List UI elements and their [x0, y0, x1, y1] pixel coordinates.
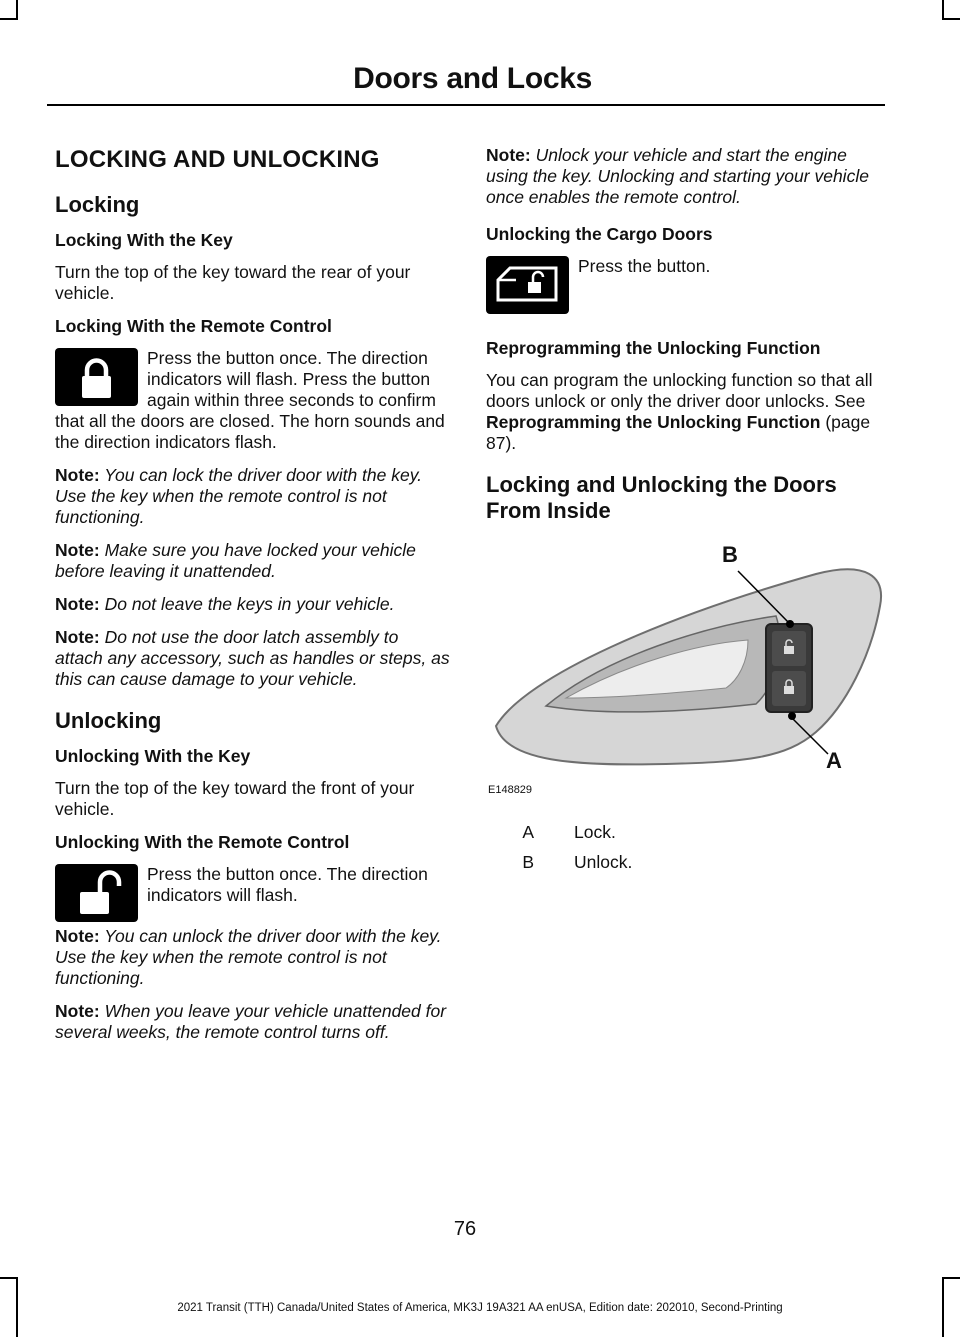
note-text: Do not leave the keys in your vehicle. — [104, 594, 395, 614]
lock-key-text: Turn the top of the key toward the rear of your vehicle. — [55, 262, 411, 303]
cargo-heading: Unlocking the Cargo Doors — [486, 224, 713, 244]
note-label: Note: — [55, 1001, 100, 1021]
inside-heading: Locking and Unlocking the Doors From Inside — [486, 472, 837, 523]
unlock-remote-heading: Unlocking With the Remote Control — [55, 832, 350, 852]
note — [55, 465, 450, 528]
note-label: Note: — [486, 145, 531, 165]
note — [55, 926, 450, 989]
legend-key: A — [522, 822, 534, 842]
page-number: 76 — [453, 1218, 477, 1240]
note-label: Note: — [55, 540, 100, 560]
left-column — [55, 140, 450, 1055]
cargo-text: Press the button. — [578, 256, 711, 276]
unlock-remote-block — [55, 864, 450, 926]
lock-remote-block — [55, 348, 450, 465]
locking-heading: Locking — [55, 192, 140, 217]
crop-mark — [942, 0, 944, 20]
unlocking-heading: Unlocking — [55, 708, 162, 733]
unlock-key-heading: Unlocking With the Key — [55, 746, 251, 766]
crop-mark — [0, 18, 18, 20]
cargo-block — [486, 256, 884, 318]
crop-mark — [16, 0, 18, 20]
lock-remote-heading: Locking With the Remote Control — [55, 316, 332, 336]
note-label: Note: — [55, 627, 100, 647]
note-text: You can unlock the driver door with the key. Use the key when the remote control is not functioning. — [55, 926, 442, 988]
reprogram-heading: Reprogramming the Unlocking Function — [486, 338, 821, 358]
unlock-key-text: Turn the top of the key toward the front of your vehicle. — [55, 778, 415, 819]
section-title: LOCKING AND UNLOCKING — [55, 146, 380, 173]
crop-mark — [942, 18, 960, 20]
note-text: Do not use the door latch assembly to attach any accessory, such as handles or steps, as this can cause damage to your vehicle. — [55, 627, 450, 689]
note — [55, 1001, 450, 1043]
reprogram-text — [486, 370, 884, 454]
note-label: Note: — [55, 926, 100, 946]
legend-row — [486, 852, 884, 873]
reprogram-text-before: You can program the unlocking function so that all doors unlock or only the driver door unlocks. See — [486, 370, 873, 411]
header-rule — [47, 104, 885, 106]
reprogram-link[interactable]: Reprogramming the Unlocking Function — [486, 412, 821, 432]
crop-mark — [942, 1277, 960, 1279]
legend-value: Lock. — [574, 822, 616, 842]
footer-text: 2021 Transit (TTH) Canada/United States of America, MK3J 19A321 AA enUSA, Edition date: 202010, Second-Printing — [177, 1302, 783, 1314]
page-header-title: Doors and Locks — [353, 62, 592, 95]
legend-key: B — [522, 852, 534, 872]
padlock-open-icon — [55, 864, 138, 922]
lock-notes — [55, 465, 450, 690]
legend-row — [486, 822, 884, 843]
legend — [486, 822, 884, 873]
callout-b: B — [722, 542, 738, 567]
right-column — [486, 145, 884, 882]
note-label: Note: — [55, 465, 100, 485]
legend-value: Unlock. — [574, 852, 633, 872]
note — [55, 594, 450, 615]
note-text: You can lock the driver door with the key. Use the key when the remote control is not functioning. — [55, 465, 423, 527]
note-label: Note: — [55, 594, 100, 614]
padlock-closed-icon — [55, 348, 138, 406]
callout-a: A — [826, 748, 842, 773]
unlock-remote-text: Press the button once. The direction indicators will flash. — [147, 864, 428, 905]
figure-id: E148829 — [488, 784, 533, 796]
note — [486, 145, 884, 208]
note — [55, 540, 450, 582]
cargo-van-unlock-icon — [486, 256, 569, 314]
note-text: Unlock your vehicle and start the engine using the key. Unlocking and starting your vehicle once enables the remote control. — [486, 145, 869, 207]
note-text: Make sure you have locked your vehicle before leaving it unattended. — [55, 540, 416, 581]
lock-key-heading: Locking With the Key — [55, 230, 233, 250]
note — [55, 627, 450, 690]
door-handle-lock-switch-illustration — [486, 536, 886, 806]
lock-remote-text: Press the button once. The direction indicators will flash. Press the button again within three seconds to confirm that all the doors are closed. The horn sounds and the direction indicators flash. — [55, 348, 445, 452]
unlock-notes — [55, 926, 450, 1043]
note-text: When you leave your vehicle unattended for several weeks, the remote control turns off. — [55, 1001, 447, 1042]
reprogram-text-after: (page 87). — [486, 412, 871, 453]
crop-mark — [0, 1277, 18, 1279]
